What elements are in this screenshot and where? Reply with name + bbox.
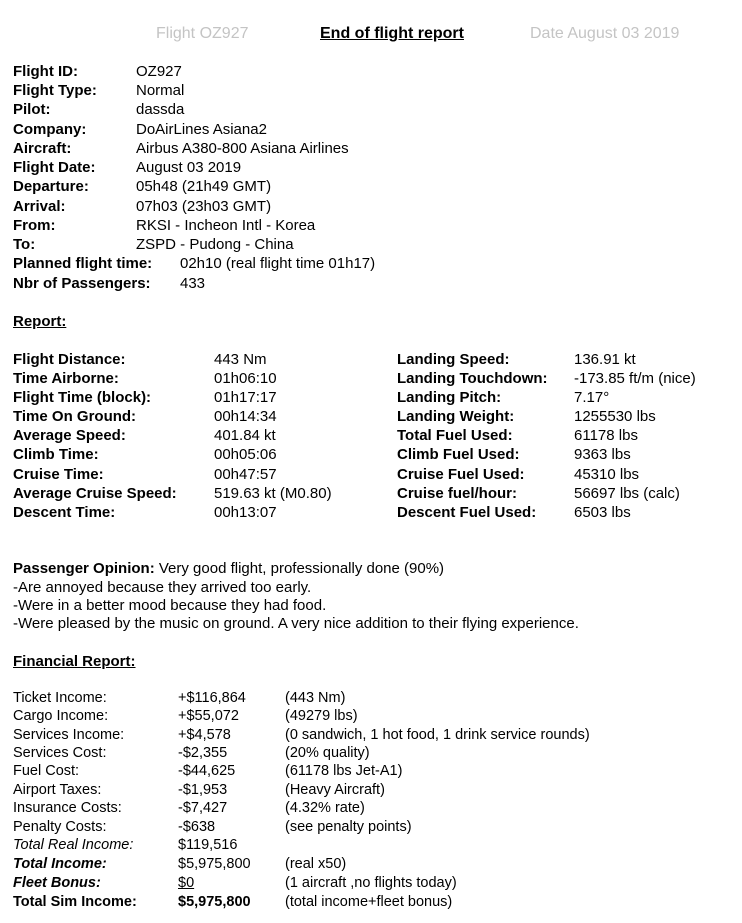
fleet-bonus-label: Fleet Bonus:	[13, 875, 101, 891]
info-value: 02h10 (real flight time 01h17)	[180, 255, 376, 272]
fin-label: Cargo Income:	[13, 708, 109, 724]
report-heading: Report:	[13, 313, 67, 330]
report-value: 00h05:06	[214, 446, 277, 463]
report-label: Landing Pitch:	[397, 389, 502, 406]
report-label: Cruise Fuel Used:	[397, 466, 525, 483]
fin-label: Ticket Income:	[13, 690, 107, 706]
opinion-label: Passenger Opinion:	[13, 560, 155, 577]
fin-note: (443 Nm)	[285, 690, 346, 706]
fin-label: Airport Taxes:	[13, 782, 102, 798]
info-label: Flight Type:	[13, 82, 97, 99]
report-value: 7.17°	[574, 389, 610, 406]
fin-label: Penalty Costs:	[13, 819, 107, 835]
fleet-bonus-note: (1 aircraft ,no flights today)	[285, 875, 457, 891]
report-value: 136.91 kt	[574, 351, 636, 368]
info-label: Departure:	[13, 178, 89, 195]
report-label: Cruise fuel/hour:	[397, 485, 518, 502]
fin-note: (49279 lbs)	[285, 708, 358, 724]
report-value: 00h13:07	[214, 504, 277, 521]
info-value: ZSPD - Pudong - China	[136, 236, 294, 253]
fin-amount: +$4,578	[178, 727, 231, 743]
fin-amount: -$1,953	[178, 782, 228, 798]
report-value: 61178 lbs	[574, 427, 638, 444]
fin-label: Services Cost:	[13, 745, 107, 761]
financial-heading: Financial Report:	[13, 653, 136, 670]
info-label: Flight ID:	[13, 63, 78, 80]
info-label: Nbr of Passengers:	[13, 275, 151, 292]
report-label: Time Airborne:	[13, 370, 119, 387]
report-value: 01h06:10	[214, 370, 277, 387]
info-label: To:	[13, 236, 36, 253]
report-label: Flight Distance:	[13, 351, 126, 368]
info-value: 433	[180, 275, 206, 292]
report-label: Landing Touchdown:	[397, 370, 548, 387]
report-label: Time On Ground:	[13, 408, 137, 425]
fin-note: (Heavy Aircraft)	[285, 782, 385, 798]
opinion-line: -Were in a better mood because they had food.	[13, 597, 327, 614]
report-label: Cruise Time:	[13, 466, 104, 483]
report-value: -173.85 ft/m (nice)	[574, 370, 696, 387]
fin-amount: -$2,355	[178, 745, 228, 761]
report-label: Landing Weight:	[397, 408, 515, 425]
info-value: August 03 2019	[136, 159, 242, 176]
fin-amount: +$116,864	[178, 690, 246, 706]
info-value: 05h48 (21h49 GMT)	[136, 178, 272, 195]
report-label: Average Cruise Speed:	[13, 485, 177, 502]
fin-amount: -$7,427	[178, 800, 228, 816]
report-value: 56697 lbs (calc)	[574, 485, 680, 502]
fin-note: (see penalty points)	[285, 819, 412, 835]
total-sim-note: (total income+fleet bonus)	[285, 894, 453, 910]
fin-note: (0 sandwich, 1 hot food, 1 drink service rounds)	[285, 727, 590, 743]
info-label: Planned flight time:	[13, 255, 153, 272]
report-value: 01h17:17	[214, 389, 277, 406]
fleet-bonus-amount	[178, 874, 222, 893]
page-title: End of flight report	[320, 25, 464, 42]
opinion-line: -Were pleased by the music on ground. A very nice addition to their flying experience.	[13, 615, 579, 632]
report-label: Climb Fuel Used:	[397, 446, 520, 463]
report-label: Descent Time:	[13, 504, 116, 521]
fin-label: Services Income:	[13, 727, 125, 743]
report-label: Flight Time (block):	[13, 389, 152, 406]
report-label: Descent Fuel Used:	[397, 504, 537, 521]
fin-label: Insurance Costs:	[13, 800, 122, 816]
report-label: Climb Time:	[13, 446, 99, 463]
total-income-amount: $5,975,800	[178, 856, 251, 872]
info-label: Company:	[13, 121, 87, 138]
header-date: Date August 03 2019	[530, 25, 680, 42]
report-value: 401.84 kt	[214, 427, 276, 444]
fin-note: (4.32% rate)	[285, 800, 365, 816]
info-label: Flight Date:	[13, 159, 96, 176]
info-value: RKSI - Incheon Intl - Korea	[136, 217, 316, 234]
info-label: Arrival:	[13, 198, 66, 215]
report-value: 443 Nm	[214, 351, 267, 368]
total-sim-label: Total Sim Income:	[13, 894, 137, 910]
report-label: Landing Speed:	[397, 351, 510, 368]
report-label: Total Fuel Used:	[397, 427, 513, 444]
opinion-summary: Very good flight, professionally done (90%)	[154, 560, 445, 577]
fleet-bonus-value: $0	[178, 875, 195, 891]
info-value: dassda	[136, 101, 185, 118]
report-value: 1255530 lbs	[574, 408, 656, 425]
header-flight: Flight OZ927	[156, 25, 249, 42]
fin-amount: -$44,625	[178, 763, 236, 779]
info-label: From:	[13, 217, 56, 234]
fin-note: (61178 lbs Jet-A1)	[285, 763, 403, 779]
report-value: 6503 lbs	[574, 504, 631, 521]
report-label: Average Speed:	[13, 427, 126, 444]
info-value: OZ927	[136, 63, 182, 80]
total-income-label: Total Income:	[13, 856, 107, 872]
opinion-line: -Are annoyed because they arrived too early.	[13, 579, 312, 596]
fin-label: Total Real Income:	[13, 837, 134, 853]
info-value: 07h03 (23h03 GMT)	[136, 198, 272, 215]
report-value: 9363 lbs	[574, 446, 631, 463]
info-value: Airbus A380-800 Asiana Airlines	[136, 140, 349, 157]
report-value: 00h14:34	[214, 408, 277, 425]
passenger-opinion	[13, 559, 444, 578]
total-income-note: (real x50)	[285, 856, 347, 872]
report-value: 45310 lbs	[574, 466, 640, 483]
report-value: 519.63 kt (M0.80)	[214, 485, 332, 502]
fin-note: (20% quality)	[285, 745, 370, 761]
report-value: 00h47:57	[214, 466, 277, 483]
info-value: DoAirLines Asiana2	[136, 121, 267, 138]
fin-amount: $119,516	[178, 837, 238, 853]
info-label: Pilot:	[13, 101, 51, 118]
info-value: Normal	[136, 82, 185, 99]
fin-amount: +$55,072	[178, 708, 239, 724]
info-label: Aircraft:	[13, 140, 72, 157]
fin-label: Fuel Cost:	[13, 763, 80, 779]
fin-amount: -$638	[178, 819, 216, 835]
total-sim-amount: $5,975,800	[178, 894, 251, 910]
